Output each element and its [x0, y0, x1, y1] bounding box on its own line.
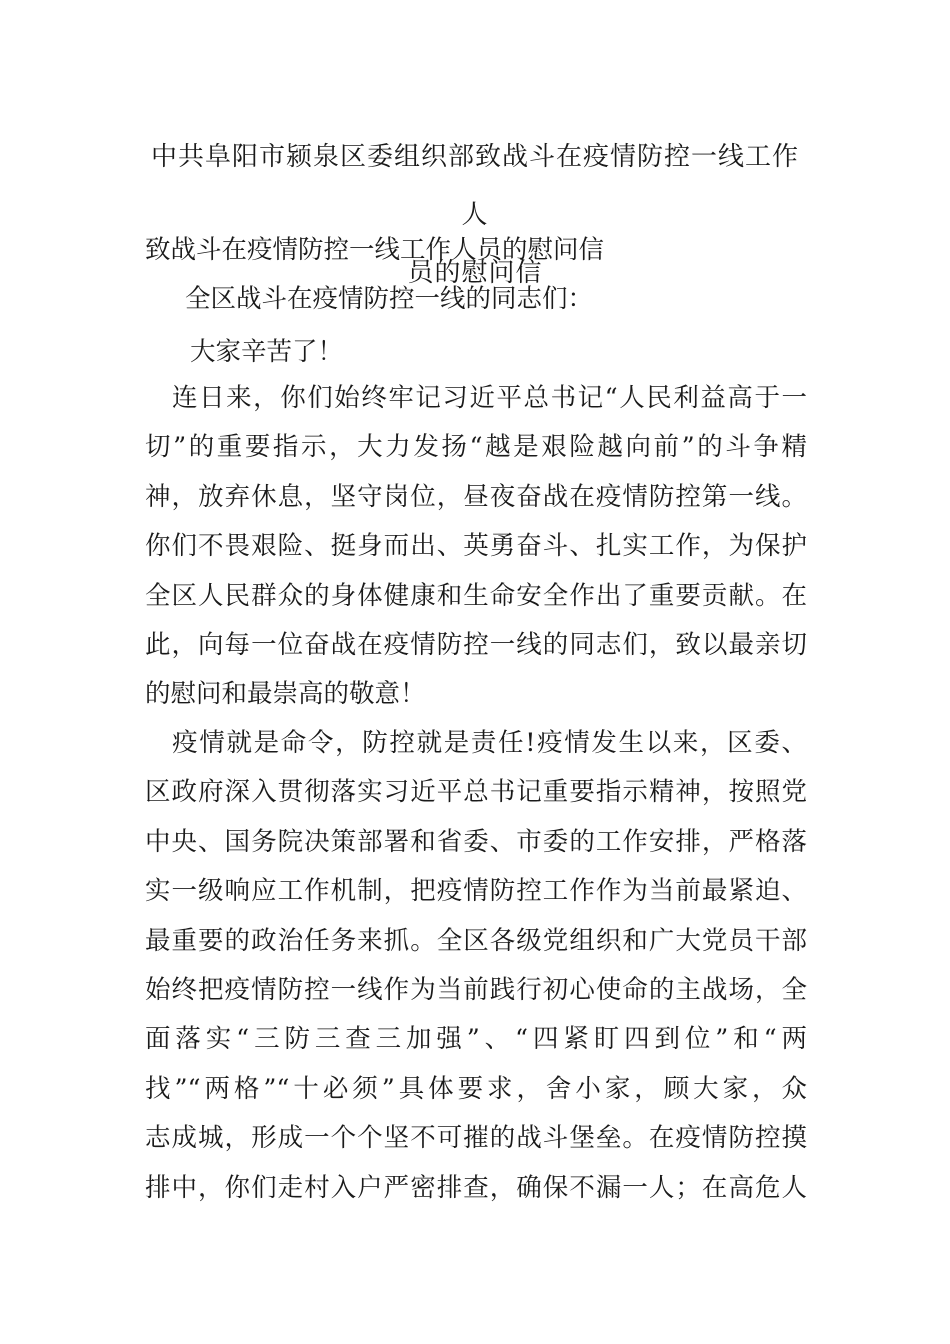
document-title — [145, 128, 805, 302]
paragraph-line: 中央、国务院决策部署和省委、市委的工作安排，严格落 — [145, 826, 807, 857]
paragraph-line: 全区人民群众的身体健康和生命安全作出了重要贡献。在 — [145, 580, 807, 611]
paragraph-line: 排中，你们走村入户严密排查，确保不漏一人；在高危人 — [145, 1172, 807, 1203]
paragraph-line: 面落实“三防三查三加强”、“四紧盯四到位”和“两 — [145, 1024, 807, 1055]
paragraph-line: 实一级响应工作机制，把疫情防控工作作为当前最紧迫、 — [145, 876, 807, 907]
paragraph-line: 疫情就是命令，防控就是责任!疫情发生以来，区委、 — [145, 728, 807, 758]
title-line-1: 中共阜阳市颍泉区委组织部致战斗在疫情防控一线工作人 — [150, 142, 799, 230]
paragraph-line: 最重要的政治任务来抓。全区各级党组织和广大党员干部 — [145, 925, 807, 956]
paragraph-line: 你们不畏艰险、挺身而出、英勇奋斗、扎实工作，为保护 — [145, 531, 807, 562]
paragraph-line: 区政府深入贯彻落实习近平总书记重要指示精神，按照党 — [145, 777, 807, 808]
title-line-2: 员的慰问信 — [407, 258, 543, 288]
paragraph-2 — [145, 726, 807, 1220]
paragraph-line: 找”“两格”“十必须”具体要求，舍小家，顾大家，众 — [145, 1073, 807, 1104]
paragraph-line: 的慰问和最崇高的敬意！ — [145, 679, 426, 710]
salutation: 全区战斗在疫情防控一线的同志们： — [185, 284, 594, 314]
greeting: 大家辛苦了！ — [190, 337, 344, 367]
paragraph-line: 神，放弃休息，坚守岗位，昼夜奋战在疫情防控第一线。 — [145, 481, 807, 512]
paragraph-line: 连日来，你们始终牢记习近平总书记“人民利益高于一 — [145, 383, 807, 413]
document-subtitle: 致战斗在疫情防控一线工作人员的慰问信 — [145, 235, 605, 265]
paragraph-line: 始终把疫情防控一线作为当前践行初心使命的主战场，全 — [145, 974, 807, 1005]
paragraph-line: 此，向每一位奋战在疫情防控一线的同志们，致以最亲切 — [145, 629, 807, 660]
paragraph-1 — [145, 381, 807, 727]
paragraph-line: 志成城，形成一个个坚不可摧的战斗堡垒。在疫情防控摸 — [145, 1123, 807, 1154]
paragraph-line: 切”的重要指示，大力发扬“越是艰险越向前”的斗争精 — [145, 432, 807, 463]
